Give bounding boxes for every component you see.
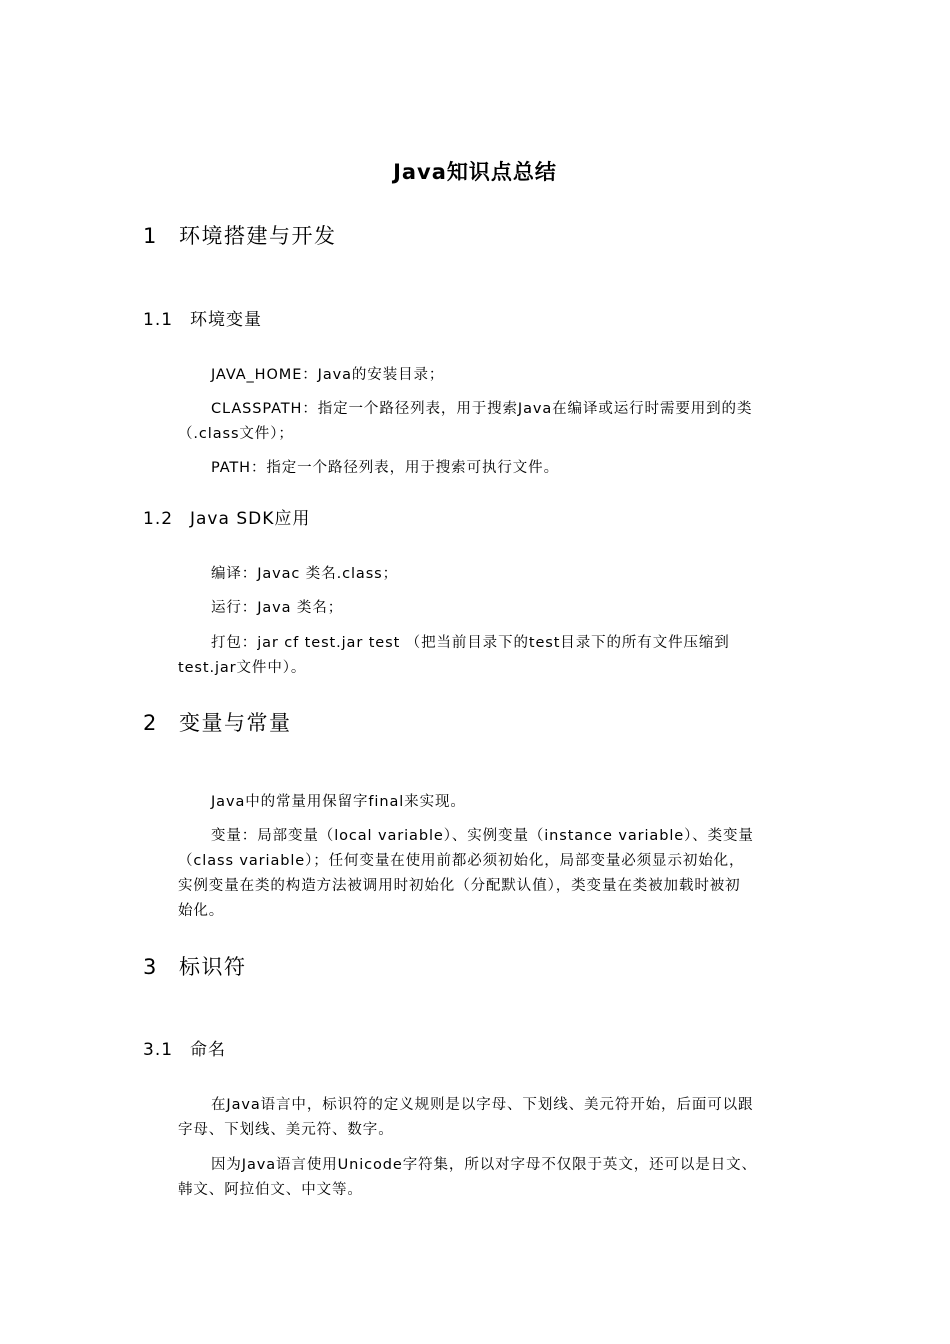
heading-number: 1.2: [143, 509, 174, 529]
heading-section-3-1: [143, 1035, 226, 1060]
paragraph-unicode-line-1: 因为Java语言使用Unicode字符集，所以对字母不仅限于英文，还可以是日文、: [211, 1157, 757, 1173]
heading-number: 1: [143, 224, 158, 248]
paragraph-variable-line-3: 实例变量在类的构造方法被调用时初始化（分配默认值），类变量在类被加载时被初: [178, 878, 741, 894]
paragraph-compile: 编译：Javac 类名.class；: [211, 566, 399, 582]
paragraph-naming-line-2: 字母、下划线、美元符、数字。: [178, 1122, 394, 1138]
heading-section-3: [143, 951, 247, 981]
heading-text: Java SDK应用: [190, 509, 311, 529]
heading-number: 3: [143, 955, 158, 979]
paragraph-variable-line-4: 始化。: [178, 903, 225, 919]
paragraph-naming-line-1: 在Java语言中，标识符的定义规则是以字母、下划线、美元符开始，后面可以跟: [211, 1097, 754, 1113]
heading-section-1-2: [143, 504, 310, 529]
heading-text: 变量与常量: [179, 711, 292, 735]
heading-number: 1.1: [143, 310, 174, 330]
document-title: Java知识点总结: [393, 160, 557, 184]
heading-section-2: [143, 707, 292, 737]
heading-text: 标识符: [179, 955, 247, 979]
heading-text: 命名: [190, 1040, 226, 1060]
paragraph-java-home: JAVA_HOME：Java的安装目录；: [211, 367, 445, 383]
paragraph-unicode-line-2: 韩文、阿拉伯文、中文等。: [178, 1182, 363, 1198]
paragraph-run: 运行：Java 类名；: [211, 600, 344, 616]
heading-number: 2: [143, 711, 158, 735]
heading-number: 3.1: [143, 1040, 174, 1060]
paragraph-classpath-line-2: （.class文件）；: [178, 426, 294, 442]
heading-section-1: [143, 220, 337, 250]
paragraph-path: PATH：指定一个路径列表，用于搜索可执行文件。: [211, 460, 559, 476]
heading-text: 环境搭建与开发: [179, 224, 337, 248]
paragraph-variable-line-1: 变量：局部变量（local variable）、实例变量（instance variable）、类变量: [211, 828, 754, 844]
heading-text: 环境变量: [190, 310, 262, 330]
paragraph-variable-line-2: （class variable）；任何变量在使用前都必须初始化，局部变量必须显示初始化，: [178, 853, 745, 869]
paragraph-pack-line-1: 打包：jar cf test.jar test （把当前目录下的test目录下的所有文件压缩到: [211, 635, 730, 651]
paragraph-constant: Java中的常量用保留字final来实现。: [211, 794, 466, 810]
paragraph-pack-line-2: test.jar文件中）。: [178, 660, 307, 676]
heading-section-1-1: [143, 305, 262, 330]
paragraph-classpath-line-1: CLASSPATH：指定一个路径列表，用于搜索Java在编译或运行时需要用到的类: [211, 401, 753, 417]
